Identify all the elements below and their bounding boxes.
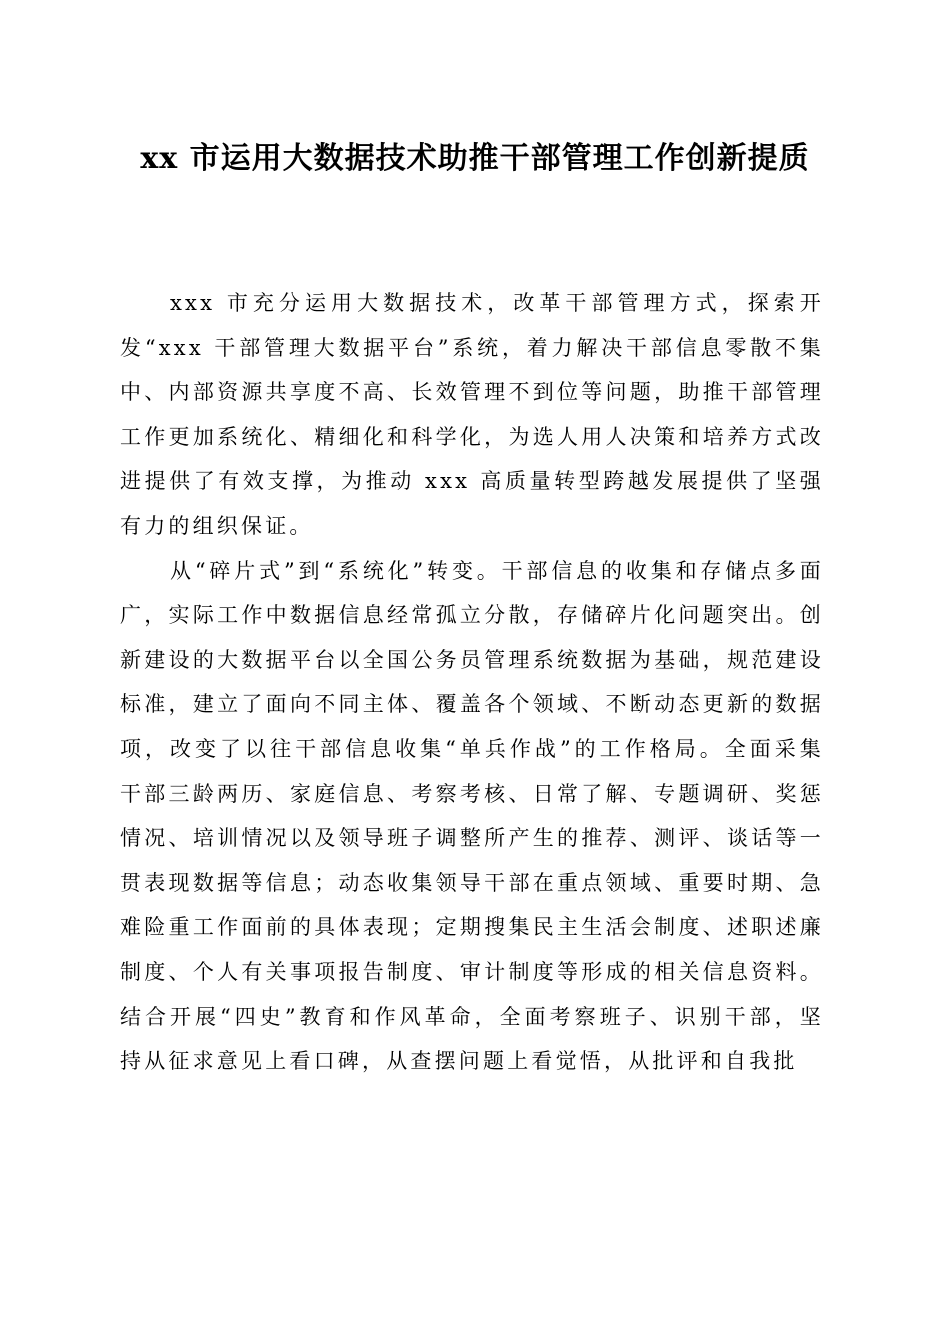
paragraph-fragment-to-systematic: 从“碎片式”到“系统化”转变。干部信息的收集和存储点多面广，实际工作中数据信息经常孤立分散，存储碎片化问题突出。创新建设的大数据平台以全国公务员管理系统数据为基础，规范建设标准，建立了面向不同主体、覆盖各个领域、不断动态更新的数据项，改变了以往干部信息收集“单兵作战”的工作格局。全面采集干部三龄两历、家庭信息、考察考核、日常了解、专题调研、奖惩情况、培训情况以及领导班子调整所产生的推荐、测评、谈话等一贯表现数据等信息；动态收集领导干部在重点领域、重要时期、急难险重工作面前的具体表现；定期搜集民主生活会制度、述职述廉制度、个人有关事项报告制度、审计制度等形成的相关信息资料。结合开展“四史”教育和作风革命，全面考察班子、识别干部，坚持从征求意见上看口碑，从查摆问题上看觉悟，从批评和自我批	[120, 558, 824, 1074]
document-title: xx 市运用大数据技术助推干部管理工作创新提质	[140, 141, 810, 176]
document-body	[120, 281, 824, 1084]
paragraph-intro: xxx 市充分运用大数据技术，改革干部管理方式，探索开发“xxx 干部管理大数据平台”系统，着力解决干部信息零散不集中、内部资源共享度不高、长效管理不到位等问题，助推干部管理工作更加系统化、精细化和科学化，为选人用人决策和培养方式改进提供了有效支撑，为推动 xxx 高质量转型跨越发展提供了坚强有力的组织保证。	[120, 291, 824, 538]
